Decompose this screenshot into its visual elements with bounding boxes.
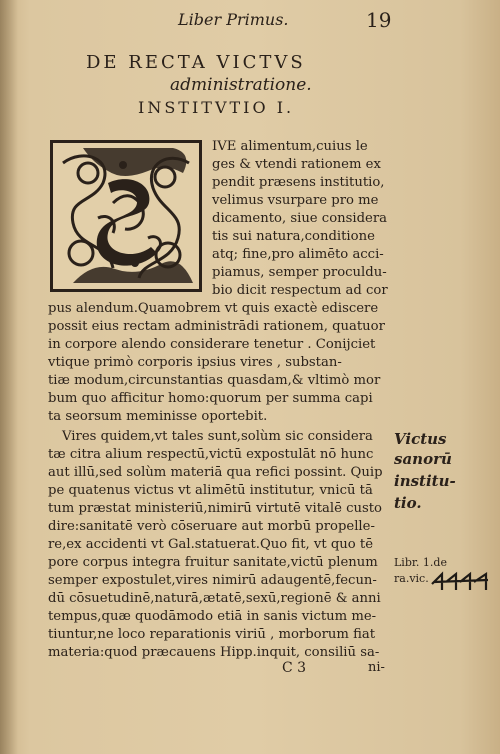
text-line: dicamento, siue considera [212, 211, 388, 226]
handwritten-ink-mark-icon [430, 570, 490, 592]
text-line: pore corpus integra fruitur sanitate,victū plenum [48, 555, 378, 570]
text-line: Vires quidem,vt tales sunt,solùm sic considera [62, 429, 373, 444]
text-line: aut illū,sed solùm materiā qua refici possint. Quip [48, 465, 383, 480]
text-line: pe quatenus victus vt alimētū institutur, vnicū tā [48, 483, 373, 498]
catchword: ni- [368, 660, 385, 675]
text-line: semper expostulet,vires nimirū adaugentē,fecun- [48, 573, 377, 588]
text-line: bum quo afficitur homo:quorum per summa capi [48, 391, 373, 406]
margin-note-line: Victus [394, 430, 447, 448]
margin-note-line: tio. [394, 494, 422, 512]
text-line: possit eius rectam administrādi rationem, quatuor [48, 319, 385, 334]
text-line: bio dicit respectum ad cor [212, 283, 388, 298]
text-line: velimus vsurpare pro me [212, 193, 379, 208]
text-line: tæ citra alium respectū,victū expostulāt nō hunc [48, 447, 374, 462]
text-line: atq; fine,pro alimēto acci- [212, 247, 384, 262]
text-line: IVE alimentum,cuius le [212, 139, 368, 154]
text-line: in corpore alendo considerare tenetur . Conijciet [48, 337, 376, 352]
text-line: vtique primò corporis ipsius vires , substan- [48, 355, 342, 370]
text-line: pendit præsens institutio, [212, 175, 385, 190]
running-title: Liber Primus. [178, 10, 289, 29]
section-title-line-1: DE RECTA VICTVS [86, 52, 306, 73]
margin-note-line: sanorū [394, 450, 452, 468]
text-line: materia:quod præcauens Hipp.inquit, consiliū sa- [48, 645, 380, 660]
text-line: tiæ modum,circunstantias quasdam,& vltimò mor [48, 373, 381, 388]
margin-reference-line: ra.vic. [394, 572, 429, 585]
text-line: piamus, semper proculdu- [212, 265, 387, 280]
margin-note-line: institu- [394, 472, 456, 490]
text-line: tum præstat ministeriū,nimirū virtutē vitalē custo [48, 501, 382, 516]
text-line: tempus,quæ quodāmodo etiā in sanis victum me- [48, 609, 377, 624]
text-line: dū cōsuetudinē,naturā,ætatē,sexū,regionē & anni [48, 591, 381, 606]
text-line: tis sui natura,conditione [212, 229, 375, 244]
text-line: pus alendum.Quamobrem vt quis exactè ediscere [48, 301, 379, 316]
margin-reference-line: Libr. 1.de [394, 556, 447, 569]
signature-mark: C 3 [282, 660, 307, 676]
text-line: ges & vtendi rationem ex [212, 157, 381, 172]
institutio-heading: INSTITVTIO I. [138, 98, 295, 117]
text-line: re,ex accidenti vt Gal.statuerat.Quo fit, vt quo tē [48, 537, 373, 552]
text-line: dire:sanitatē verò cōseruare aut morbū propelle- [48, 519, 375, 534]
text-line: tiuntur,ne loco reparationis viriū , morborum fiat [48, 627, 376, 642]
text-line: ta seorsum meminisse oportebit. [48, 409, 268, 424]
page-number: 19 [366, 8, 392, 32]
section-title-line-2: administratione. [170, 75, 312, 95]
